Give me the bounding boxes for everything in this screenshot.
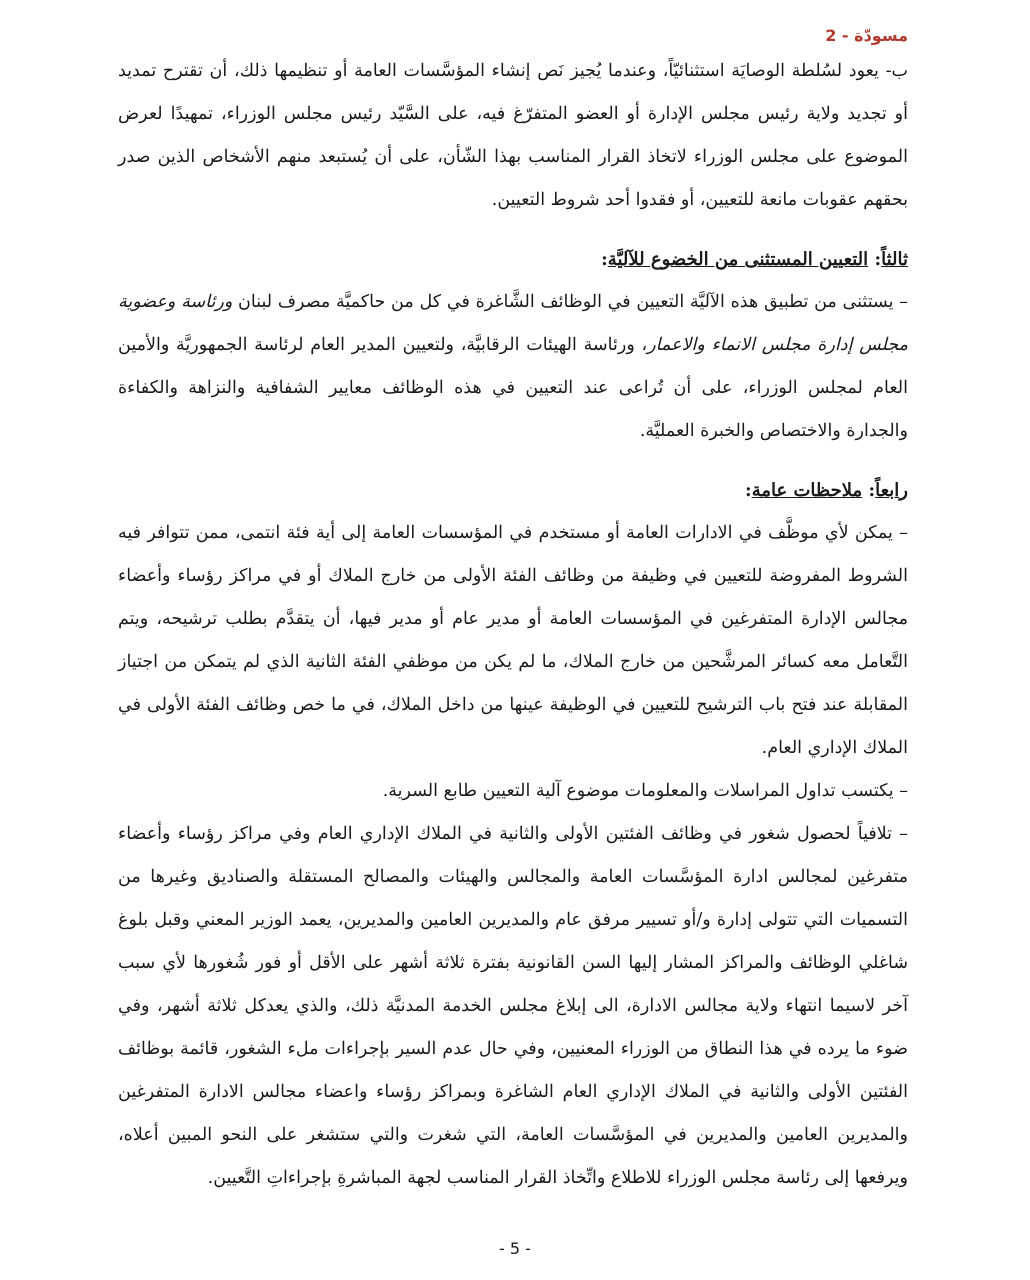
- section-3-paragraph: [118, 281, 908, 453]
- paragraph-b: ب- يعود لسُلطة الوصايَة استثنائيّاً، وعندما يُجيز نَص إنشاء المؤسَّسات العامة أو تنظيمها ذلك، أن تقترح تمديد أو تجديد ولاية رئيس مجلس الإدارة أو العضو المتفرّغ فيه، على السَّيّد رئيس مجلس الوزراء، تمهيدًا لعرض الموضوع على مجلس الوزراء لاتخاذ القرار المناسب بهذا الشّأن، على أن يُستبعد منهم الأشخاص الذين صدر بحقهم عقوبات مانعة للتعيين، أو فقدوا أحد شروط التعيين.: [118, 61, 908, 210]
- section-3-colon: :: [601, 249, 608, 270]
- section-4-colon: :: [745, 480, 752, 501]
- section-3-colon-a: :: [868, 249, 882, 270]
- section-4-colon-a: :: [862, 480, 876, 501]
- document-body: [118, 50, 908, 1200]
- section-3-text-italic: ورئاسة وعضوية مجلس إدارة مجلس الانماء والاعمار: [118, 292, 908, 355]
- section-4-title: ملاحظات عامة: [751, 480, 863, 501]
- section-4-item-3: – تلافياً لحصول شغور في وظائف الفئتين الأولى والثانية في الملاك الإداري العام وفي مراكز رؤساء وأعضاء متفرغين لمجالس ادارة المؤسَّسات العامة والمجالس والهيئات والمصالح المستقلة والصناديق وغيرها من التسميات التي تتولى إدارة و/أو تسيير مرفق عام والمديرين العامين والمديرين، يعمد الوزير المعني وقبل بلوغ شاغلي الوظائف والمراكز المشار إليها السن القانونية بفترة ثلاثة أشهر على الأقل أو فور شُغورها لأي سبب آخر لاسيما انتهاء ولاية مجالس الادارة، الى إبلاغ مجلس الخدمة المدنيَّة ذلك، والذي يعدكل ثلاثة أشهر، وفي ضوء ما يرده في هذا النطاق من الوزراء المعنيين، وفي حال عدم السير بإجراءات ملء الشغور، قائمة بوظائف الفئتين الأولى والثانية في الملاك الإداري العام الشاغرة وبمراكز رؤساء واعضاء مجالس الادارة المتفرغين والمديرين العامين والمديرين في المؤسَّسات العامة، التي شغرت والتي ستشغر على النحو المبين أعلاه، ويرفعها إلى رئاسة مجلس الوزراء للاطلاع واتِّخاذ القرار المناسب لجهة المباشرةِ بإجراءاتِ التَّعيين.: [118, 824, 908, 1188]
- draft-label: مسودّة - 2: [825, 26, 908, 45]
- page-number: - 5 -: [499, 1239, 531, 1258]
- section-3-title: التعيين المستثنى من الخضوع للآليَّة: [607, 249, 869, 270]
- section-4-number: رابعاً: [875, 480, 908, 501]
- section-3-text-end: ، ورئاسة الهيئات الرقابيَّة، ولتعيين المدير العام لرئاسة الجمهوريَّة والأمين العام لمجلس الوزراء، على أن تُراعى عند التعيين في هذه الوظائف معايير الشفافية والنزاهة والكفاءة والجدارة والاختصاص والخبرة العمليَّة.: [118, 335, 908, 441]
- section-3-text-start: – يستثنى من تطبيق هذه الآليَّة التعيين في الوظائف الشَّاغرة في كل من حاكميَّة مصرف لبنان: [232, 292, 908, 312]
- section-4-heading: [118, 469, 908, 512]
- section-4-item-2: – يكتسب تداول المراسلات والمعلومات موضوع آلية التعيين طابع السرية.: [382, 781, 908, 801]
- section-3-heading: [118, 238, 908, 281]
- section-4-item-1: – يمكن لأي موظَّف في الادارات العامة أو مستخدم في المؤسسات العامة إلى أية فئة انتمى، ممن تتوافر فيه الشروط المفروضة للتعيين في وظيفة من وظائف الفئة الأولى من خارج الملاك أو في مراكز رؤساء وأعضاء مجالس الإدارة المتفرغين في المؤسسات العامة أو مدير عام أو مدير فيها، أن يتقدَّم بطلب ترشيحه، ويتم التَّعامل معه كسائر المرشَّحين من خارج الملاك، ما لم يكن من موظفي الفئة الثانية الذي لم يتمكن من اجتياز المقابلة عند فتح باب الترشيح للتعيين في الوظيفة عينها من داخل الملاك، في ما خص وظائف الفئة الأولى في الملاك الإداري العام.: [118, 523, 908, 758]
- section-3-number: ثالثاً: [881, 249, 908, 270]
